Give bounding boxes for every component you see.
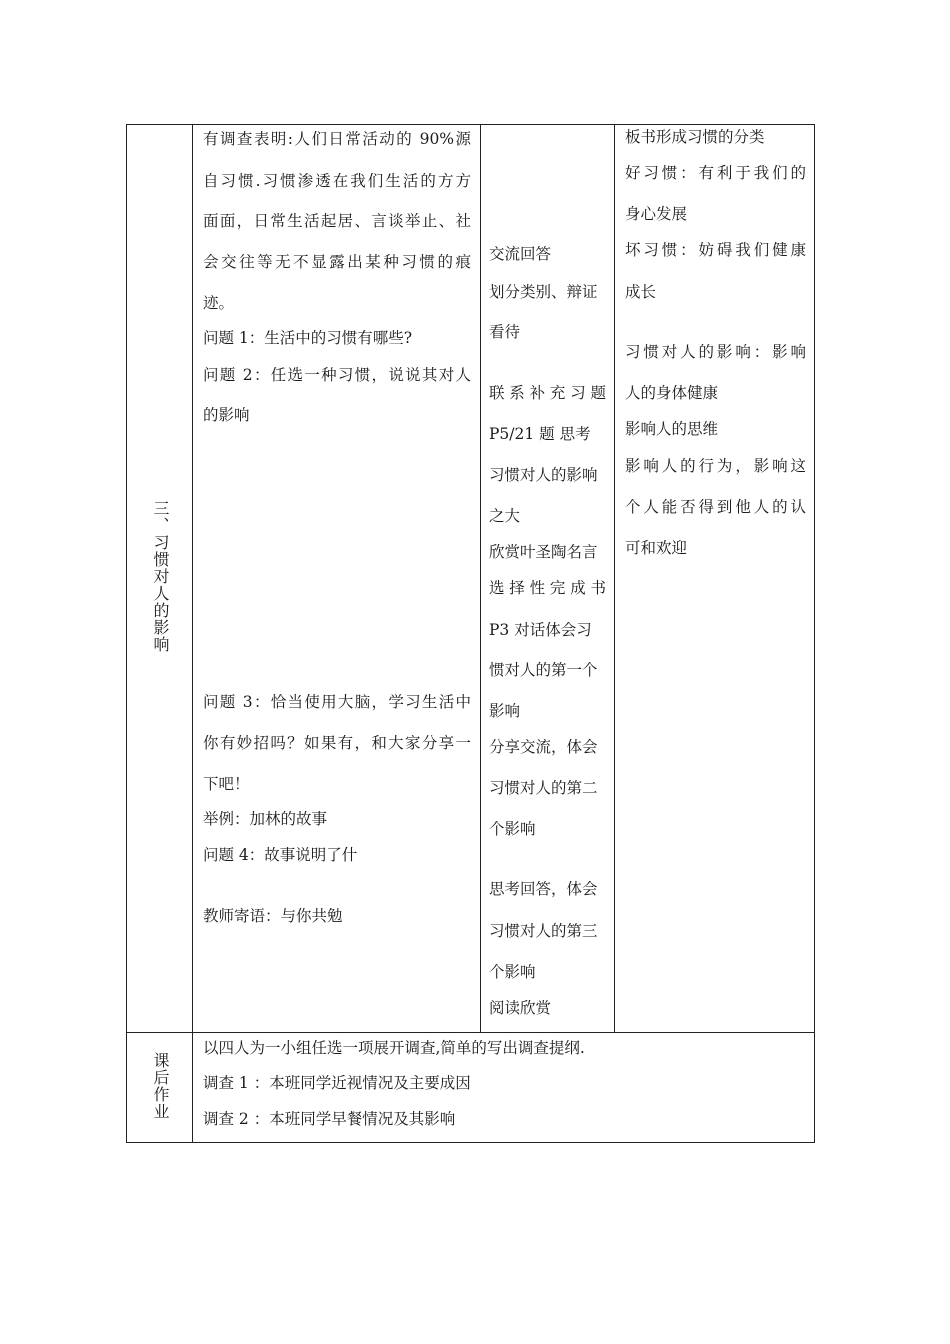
- example: 举例：加林的故事: [203, 810, 328, 828]
- board-line: 可和欢迎: [625, 539, 688, 557]
- section-label: 三、习惯对人的影响: [151, 500, 170, 653]
- student-line: 影响: [489, 702, 521, 720]
- question-2: 的影响: [203, 406, 250, 424]
- student-line: 习惯对人的第二: [489, 779, 598, 797]
- lesson-plan-table: [126, 124, 815, 1143]
- intro-line: 面面，日常生活起居、言谈举止、社: [203, 212, 471, 230]
- student-line: 分享交流，体会: [489, 738, 598, 756]
- intro-line: 自习惯.习惯渗透在我们生活的方方: [203, 172, 471, 190]
- board-line: 坏习惯：妨碍我们健康: [625, 241, 806, 259]
- student-line: 阅读欣赏: [489, 999, 552, 1017]
- homework-line: 调查 1 ：本班同学近视情况及主要成因: [203, 1074, 471, 1092]
- board-line: 影响人的行为，影响这: [625, 457, 806, 475]
- student-line: 个影响: [489, 820, 536, 838]
- question-3: 你有妙招吗？如果有，和大家分享一: [203, 734, 471, 752]
- board-line: 身心发展: [625, 205, 688, 223]
- student-line: 之大: [489, 507, 521, 525]
- student-line: 交流回答: [489, 245, 552, 263]
- board-line: 人的身体健康: [625, 384, 719, 402]
- student-line: 选择性完成书: [489, 579, 606, 597]
- board-line: 习惯对人的影响：影响: [625, 343, 806, 361]
- intro-line: 有调查表明:人们日常活动的 90%源: [203, 130, 471, 148]
- homework-line: 调查 2 ：本班同学早餐情况及其影响: [203, 1110, 456, 1128]
- student-line: P5/21 题 思考: [489, 425, 591, 443]
- question-1: 问题 1：生活中的习惯有哪些?: [203, 329, 413, 347]
- board-line: 个人能否得到他人的认: [625, 498, 806, 516]
- row-divider: [126, 1032, 815, 1033]
- question-3: 下吧！: [203, 775, 250, 793]
- student-line: 思考回答，体会: [489, 880, 598, 898]
- intro-line: 会交往等无不显露出某种习惯的痕: [203, 253, 471, 271]
- board-line: 影响人的思维: [625, 420, 719, 438]
- student-line: 欣赏叶圣陶名言: [489, 543, 598, 561]
- column-divider: [614, 124, 615, 1033]
- board-line: 成长: [625, 283, 657, 301]
- homework-line: 以四人为一小组任选一项展开调查,简单的写出调查提纲.: [203, 1039, 585, 1057]
- board-line: 好习惯：有利于我们的: [625, 164, 806, 182]
- student-line: 划分类别、辩证: [489, 283, 598, 301]
- student-line: 习惯对人的第三: [489, 922, 598, 940]
- intro-line: 迹。: [203, 294, 235, 312]
- student-line: 惯对人的第一个: [489, 661, 598, 679]
- student-line: 个影响: [489, 963, 536, 981]
- question-4: 问题 4：故事说明了什: [203, 846, 358, 864]
- student-line: 习惯对人的影响: [489, 466, 598, 484]
- homework-label: 课后作业: [151, 1052, 170, 1120]
- student-line: P3 对话体会习: [489, 621, 592, 639]
- column-divider: [192, 124, 193, 1143]
- board-line: 板书形成习惯的分类: [625, 128, 765, 146]
- student-line: 看待: [489, 323, 521, 341]
- question-2: 问题 2：任选一种习惯，说说其对人: [203, 366, 471, 384]
- teacher-motto: 教师寄语：与你共勉: [203, 907, 343, 925]
- student-line: 联系补充习题: [489, 384, 606, 402]
- column-divider: [480, 124, 481, 1033]
- question-3: 问题 3：恰当使用大脑，学习生活中: [203, 693, 471, 711]
